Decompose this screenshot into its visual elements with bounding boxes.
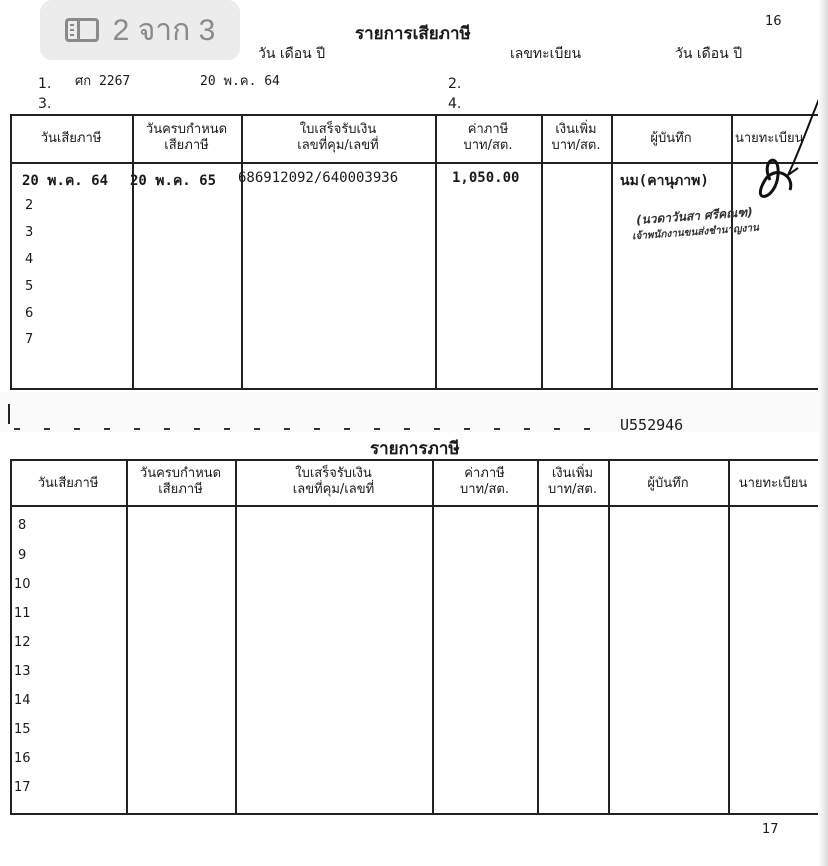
- entry-number: 3.: [38, 96, 52, 112]
- row-number: 6: [25, 306, 34, 321]
- page-sidebar-icon[interactable]: [65, 18, 99, 42]
- row-number: 14: [14, 693, 31, 708]
- row1-due-date: 20 พ.ค. 65: [130, 173, 217, 189]
- row-number: 9: [18, 548, 27, 563]
- row-number: 15: [14, 722, 31, 737]
- row-number: 5: [25, 279, 34, 294]
- header-tax-amount: ค่าภาษี บาท/สต.: [463, 122, 513, 153]
- perforation-dash: [14, 428, 20, 430]
- column-divider: [541, 114, 543, 390]
- perforation-dash: [344, 428, 350, 430]
- header-registrar: นายทะเบียน: [735, 131, 804, 146]
- row-number: 8: [18, 518, 27, 533]
- entry-number: 4.: [448, 96, 462, 112]
- page-edge-mark: [8, 404, 10, 424]
- page-number-bottom: 17: [762, 822, 779, 837]
- perforation-dash: [494, 428, 500, 430]
- tax-record-title: รายการเสียภาษี: [355, 24, 471, 44]
- column-divider: [126, 459, 128, 815]
- header-tax-date: วันเสียภาษี: [37, 476, 99, 491]
- date-label-right: วัน เดือน ปี: [675, 46, 743, 62]
- serial-number: U552946: [620, 416, 684, 434]
- page-shadow: [818, 0, 828, 866]
- row1-tax-amount: 1,050.00: [452, 170, 520, 186]
- column-divider: [728, 459, 730, 815]
- header-surcharge: เงินเพิ่ม บาท/สต.: [551, 122, 601, 153]
- header-registrar: นายทะเบียน: [738, 476, 808, 491]
- column-divider: [132, 114, 134, 390]
- perforation-dash: [584, 428, 590, 430]
- row-number: 10: [14, 577, 31, 592]
- perforation-dash: [464, 428, 470, 430]
- perforation-dash: [104, 428, 110, 430]
- header-tax-date: วันเสียภาษี: [40, 131, 102, 146]
- perforation-dash: [194, 428, 200, 430]
- entry-number: 2.: [448, 76, 462, 92]
- perforation-dash: [74, 428, 80, 430]
- page-number-top: 16: [765, 14, 782, 29]
- entry-plate: ศก 2267: [75, 74, 131, 89]
- column-divider: [608, 459, 610, 815]
- column-divider: [241, 114, 243, 390]
- page-indicator[interactable]: [40, 0, 240, 60]
- row-number: 2: [25, 198, 34, 213]
- page-break: [0, 392, 828, 432]
- table-border: [10, 459, 818, 461]
- column-divider: [731, 114, 733, 390]
- date-label-left: วัน เดือน ปี: [258, 46, 326, 62]
- table-border: [10, 459, 12, 815]
- page-indicator-label: 2 จาก 3: [112, 13, 216, 47]
- column-divider: [432, 459, 434, 815]
- perforation-dash: [404, 428, 410, 430]
- header-due-date: วันครบกำหนด เสียภาษี: [139, 466, 222, 497]
- registration-label: เลขทะเบียน: [510, 46, 582, 62]
- perforation-dash: [314, 428, 320, 430]
- header-receipt: ใบเสร็จรับเงิน เลขที่คุม/เลขที่: [297, 122, 379, 153]
- row-number: 7: [25, 332, 34, 347]
- table-border: [10, 114, 12, 390]
- perforation-dash: [134, 428, 140, 430]
- signature-icon: [740, 80, 828, 210]
- row-number: 11: [14, 606, 31, 621]
- tax-list-title: รายการภาษี: [370, 439, 460, 459]
- perforation-dash: [254, 428, 260, 430]
- row-number: 4: [25, 252, 34, 267]
- perforation-dash: [44, 428, 50, 430]
- row-number: 12: [14, 635, 31, 650]
- header-due-date: วันครบกำหนด เสียภาษี: [145, 122, 228, 153]
- perforation-dash: [224, 428, 230, 430]
- header-recorder: ผู้บันทึก: [650, 131, 692, 146]
- perforation-dash: [284, 428, 290, 430]
- perforation-dash: [374, 428, 380, 430]
- row-number: 16: [14, 751, 31, 766]
- perforation-dash: [554, 428, 560, 430]
- perforation-dash: [524, 428, 530, 430]
- perforation-dash: [164, 428, 170, 430]
- column-divider: [611, 114, 613, 390]
- table-border: [10, 505, 818, 507]
- row-number: 17: [14, 780, 31, 795]
- perforation-dash: [434, 428, 440, 430]
- officer-stamp-title: เจ้าพนักงานขนส่งชำนาญงาน: [631, 222, 760, 243]
- header-receipt: ใบเสร็จรับเงิน เลขที่คุม/เลขที่: [292, 466, 375, 497]
- row1-recorder: นม(คานุภาพ): [620, 173, 709, 189]
- row-number: 13: [14, 664, 31, 679]
- header-tax-amount: ค่าภาษี บาท/สต.: [459, 466, 509, 497]
- column-divider: [235, 459, 237, 815]
- table-border: [10, 813, 818, 815]
- row1-tax-date: 20 พ.ค. 64: [22, 173, 109, 189]
- row-number: 3: [25, 225, 34, 240]
- column-divider: [435, 114, 437, 390]
- entry-date: 20 พ.ค. 64: [200, 74, 280, 89]
- officer-stamp-name: (นวดาวันสา ศรีคณฑ): [635, 204, 754, 228]
- column-divider: [537, 459, 539, 815]
- header-surcharge: เงินเพิ่ม บาท/สต.: [547, 466, 597, 497]
- entry-number: 1.: [38, 76, 52, 92]
- header-recorder: ผู้บันทึก: [647, 476, 689, 491]
- row1-receipt: 686912092/640003936: [238, 170, 399, 186]
